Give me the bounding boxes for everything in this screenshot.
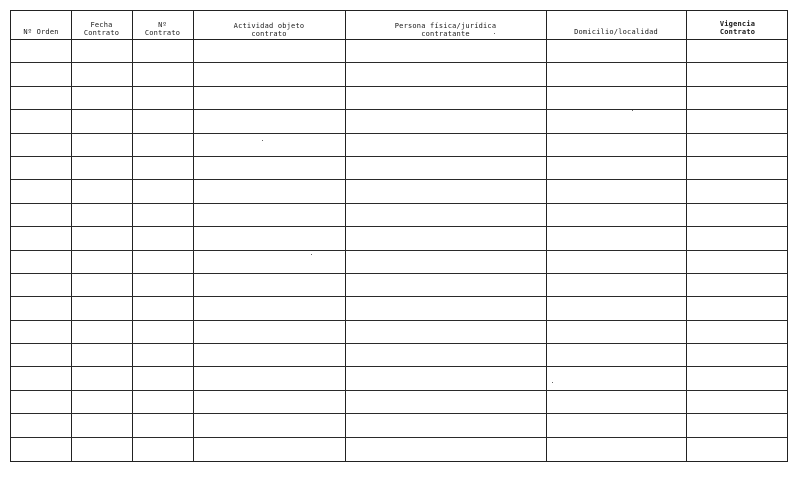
scan-speck (262, 140, 263, 141)
scan-speck (632, 110, 633, 111)
row-divider (11, 366, 787, 367)
scan-speck (494, 33, 495, 34)
row-divider (11, 62, 787, 63)
column-divider (71, 11, 72, 461)
header-actividad: Actividad objeto contrato (233, 22, 305, 38)
header-nro-contrato: Nº Contrato (144, 21, 181, 37)
row-divider (11, 133, 787, 134)
row-divider (11, 437, 787, 438)
header-divider (11, 39, 787, 40)
row-divider (11, 250, 787, 251)
row-divider (11, 156, 787, 157)
row-divider (11, 179, 787, 180)
contract-register-table (10, 10, 788, 462)
row-divider (11, 390, 787, 391)
header-persona: Persona física/jurídica contratante (394, 22, 497, 38)
row-divider (11, 109, 787, 110)
column-divider (132, 11, 133, 461)
row-divider (11, 86, 787, 87)
column-divider (193, 11, 194, 461)
row-divider (11, 296, 787, 297)
row-divider (11, 273, 787, 274)
header-fecha-contrato: Fecha Contrato (83, 21, 120, 37)
column-divider (546, 11, 547, 461)
row-divider (11, 320, 787, 321)
header-domicilio: Domicilio/localidad (574, 28, 658, 36)
column-divider (345, 11, 346, 461)
row-divider (11, 226, 787, 227)
header-vigencia: Vigencia Contrato (719, 20, 756, 36)
row-divider (11, 203, 787, 204)
header-nro-orden: Nº Orden (23, 28, 59, 36)
row-divider (11, 413, 787, 414)
row-divider (11, 343, 787, 344)
scan-speck (552, 382, 553, 383)
column-divider (686, 11, 687, 461)
scan-speck (311, 254, 312, 255)
